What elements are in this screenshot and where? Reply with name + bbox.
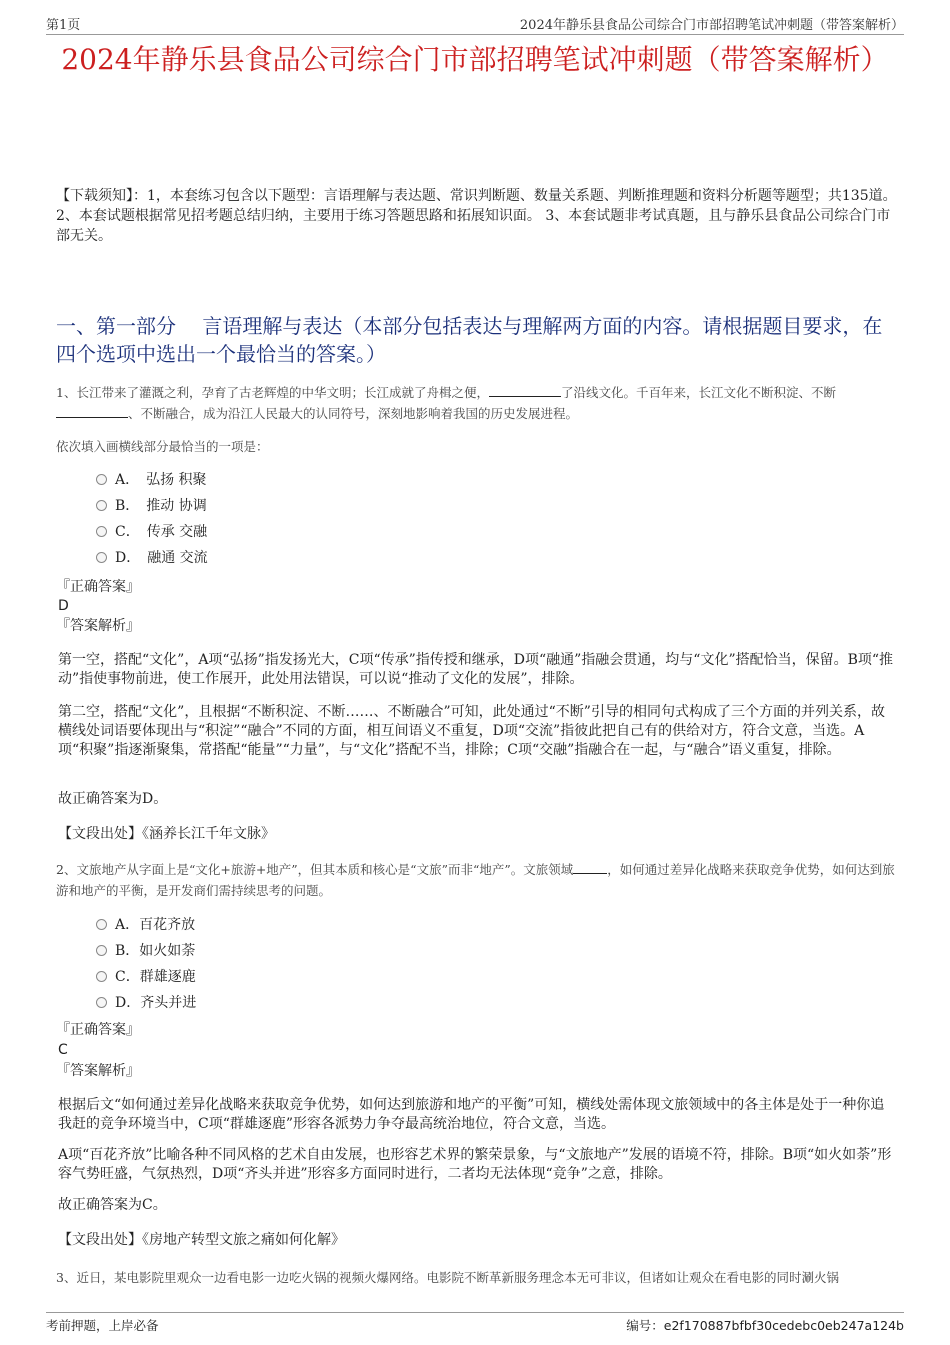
analysis-conclusion: 故正确答案为C。 <box>58 1197 167 1213</box>
option-d[interactable]: D． 融通 交流 <box>96 545 208 571</box>
footer-slogan: 考前押题，上岸必备 <box>46 1318 159 1333</box>
analysis-paragraph: 根据后文“如何通过差异化战略来获取竞争优势，如何达到旅游和地产的平衡”可知，横线处需体现文旅领域中的各主体是处于一种你追我赶的竞争环境当中，C项“群雄逐鹿”形容各派势力争夺最高统治地位，符合文意，当选。 <box>58 1097 885 1132</box>
option-c[interactable]: C． 传承 交融 <box>96 519 208 545</box>
analysis-paragraph: 第二空，搭配“文化”，且根据“不断积淀、不断……、不断融合”可知，此处通过“不断”引导的相同句式构成了三个方面的并列关系，故横线处词语要体现出与“积淀”“融合”不同的方面，相互间语义不重复，D项“交流”指彼此把自己有的供给对方，符合文意，当选。A项“积聚”指逐渐聚集，常搭配“能量”“力量”，与“文化”搭配不当，排除；C项“交融”指融合在一起，与“融合”语义重复，排除。 <box>58 704 885 758</box>
footer-code: 编号：e2f170887bfbf30cedebc0eb247a124b <box>626 1318 904 1333</box>
analysis-paragraph: 第一空，搭配“文化”，A项“弘扬”指发扬光大，C项“传承”指传授和继承，D项“融通”指融会贯通，均与“文化”搭配恰当，保留。B项“推动”指使事物前进，使工作展开，此处用法错误，可以说“推动了文化的发展”，排除。 <box>58 652 894 687</box>
question-3-stem: 3、近日，某电影院里观众一边看电影一边吃火锅的视频火爆网络。电影院不断革新服务理念本无可非议，但诸如让观众在看电影的同时涮火锅 <box>56 1270 839 1285</box>
analysis-paragraph: A项“百花齐放”比喻各种不同风格的艺术自由发展，也形容艺术界的繁荣景象，与“文旅地产”发展的语境不符，排除。B项“如火如荼”形容气势旺盛，气氛热烈，D项“齐头并进”形容多方面同时进行，二者均无法体现“竞争”之意，排除。 <box>58 1147 892 1182</box>
question-1-options <box>96 467 208 571</box>
radio-icon[interactable] <box>96 945 107 956</box>
radio-icon[interactable] <box>96 552 107 563</box>
analysis-label: 『答案解析』 <box>56 618 140 634</box>
blank-line <box>573 861 607 874</box>
question-1-prompt: 依次填入画横线部分最恰当的一项是： <box>56 439 269 454</box>
page-footer <box>46 1312 904 1335</box>
question-2-stem: 2、文旅地产从字面上是“文化+旅游+地产”，但其本质和核心是“文旅”而非“地产”。文旅领域 ，如何通过差异化战略来获取竞争优势，如何达到旅游和地产的平衡，是开发商们需持续思考的问题。 <box>56 862 895 898</box>
radio-icon[interactable] <box>96 971 107 982</box>
blank-line <box>56 405 128 418</box>
correct-answer-label: 『正确答案』 <box>56 579 140 595</box>
option-b[interactable]: B． 推动 协调 <box>96 493 208 519</box>
page-number: 第1页 <box>46 18 81 33</box>
radio-icon[interactable] <box>96 919 107 930</box>
correct-answer-label: 『正确答案』 <box>56 1022 140 1038</box>
source-citation: 【文段出处】《涵养长江千年文脉》 <box>58 826 275 842</box>
option-a[interactable]: A．百花齐放 <box>96 912 196 938</box>
radio-icon[interactable] <box>96 500 107 511</box>
analysis-label: 『答案解析』 <box>56 1063 140 1079</box>
correct-answer-value: D <box>58 598 69 614</box>
page-title: 2024年静乐县食品公司综合门市部招聘笔试冲刺题（带答案解析） <box>61 43 889 76</box>
section-title: 一、第一部分 言语理解与表达（本部分包括表达与理解两方面的内容。请根据题目要求，在四个选项中选出一个最恰当的答案。） <box>56 314 883 366</box>
option-c[interactable]: C．群雄逐鹿 <box>96 964 196 990</box>
option-a[interactable]: A． 弘扬 积聚 <box>96 467 208 493</box>
option-b[interactable]: B．如火如荼 <box>96 938 196 964</box>
source-citation: 【文段出处】《房地产转型文旅之痛如何化解》 <box>58 1232 345 1248</box>
radio-icon[interactable] <box>96 997 107 1008</box>
header-doc-title: 2024年静乐县食品公司综合门市部招聘笔试冲刺题（带答案解析） <box>519 18 904 33</box>
question-1-stem: 1、长江带来了灌溉之利，孕育了古老辉煌的中华文明；长江成就了舟楫之便， 了沿线文化。千百年来，长江文化不断积淀、不断、不断融合，成为沿江人民最大的认同符号，深刻地影响着我国的历史发展进程。 <box>56 385 836 421</box>
analysis-conclusion: 故正确答案为D。 <box>58 791 168 807</box>
question-2-options <box>96 912 196 1016</box>
page-header <box>46 14 904 35</box>
blank-line <box>489 384 561 397</box>
radio-icon[interactable] <box>96 474 107 485</box>
correct-answer-value: C <box>58 1042 68 1058</box>
download-notice: 【下载须知】：1，本套练习包含以下题型：言语理解与表达题、常识判断题、数量关系题、判断推理题和资料分析题等题型；共135道。 2、本套试题根据常见招考题总结归纳，主要用于练习答题思路和拓展知识面。 3、本套试题非考试真题，且与静乐县食品公司综合门市部无关。 <box>56 188 897 244</box>
option-d[interactable]: D．齐头并进 <box>96 990 196 1016</box>
radio-icon[interactable] <box>96 526 107 537</box>
